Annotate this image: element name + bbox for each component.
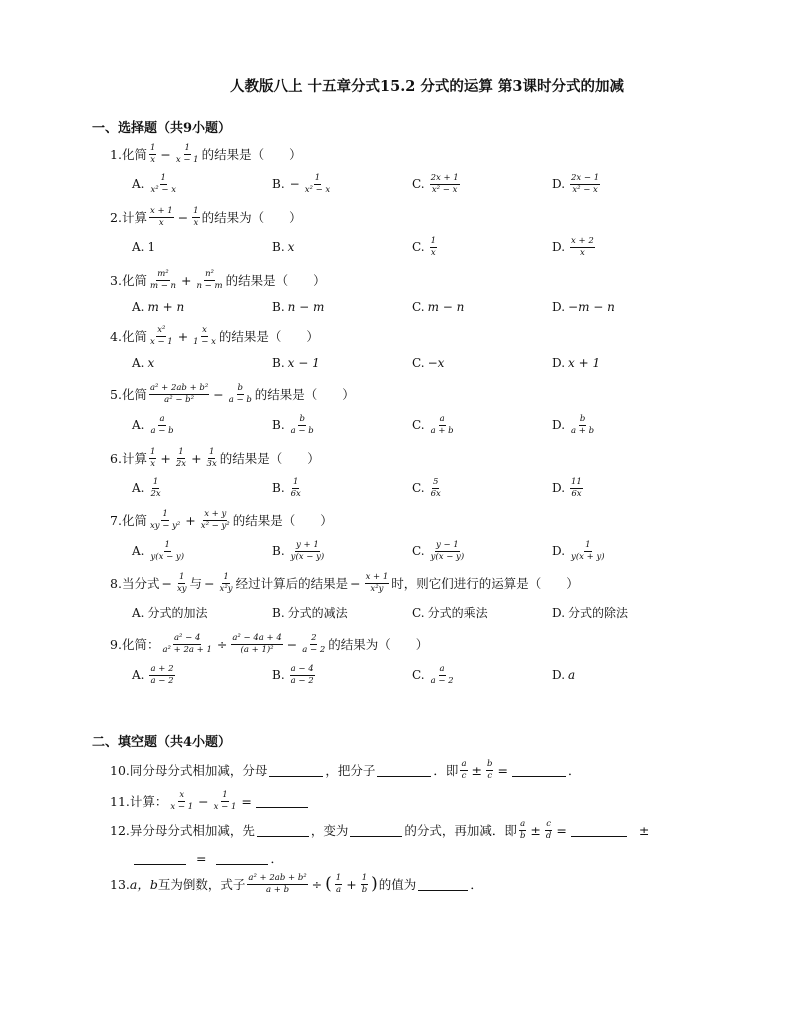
question-12-line-2: = ． bbox=[132, 849, 283, 867]
question-10: 10. 同分母分式相加减，分母 ，把分子 ．即 $\frac{a}{c}$ ± $\frac{b}{c}$ = ． bbox=[110, 759, 581, 781]
q7-options bbox=[132, 541, 692, 562]
q12-blank-2[interactable] bbox=[350, 824, 402, 837]
q5-option-c[interactable]: C. $\frac{a}{a + b}$ bbox=[412, 414, 454, 436]
q4-options bbox=[132, 356, 692, 370]
q2-options bbox=[132, 237, 692, 258]
question-6: 6. 计算 $\frac{1}{x}$ + $\frac{1}{2x}$ + $\frac{1}{3x}$ 的结果是（ ） bbox=[110, 447, 320, 469]
q3-option-a[interactable]: A. m + n bbox=[132, 300, 185, 314]
q8-option-a[interactable]: A. 分式的加法 bbox=[132, 605, 208, 620]
q9-option-d[interactable]: D. a bbox=[552, 668, 576, 683]
q4-option-d[interactable]: D. x + 1 bbox=[552, 356, 601, 370]
q6-option-d[interactable]: D. $\frac{11}{6x}$ bbox=[552, 477, 582, 499]
q8-option-d[interactable]: D. 分式的除法 bbox=[552, 605, 629, 620]
q9-fraction-2: $\frac{\text{a² − 4a + 4}}{\text{(a + 1)²}}$ bbox=[232, 633, 282, 655]
q7-option-c[interactable]: C. $\frac{y - 1}{y(x - y)}$ bbox=[412, 540, 465, 562]
q7-fraction-1: $\frac{1}{\text{xy − y²}}$ bbox=[149, 509, 181, 531]
q5-option-b[interactable]: B. $\frac{b}{a - b}$ bbox=[272, 414, 314, 436]
q2-option-c[interactable]: C. $\frac{1}{x}$ bbox=[412, 236, 436, 258]
q1-option-c[interactable]: C. $\frac{2x + 1}{\text{x² − x}}$ bbox=[412, 173, 459, 195]
q1-option-a[interactable]: A. $\frac{1}{\text{x² − x}}$ bbox=[132, 173, 177, 195]
q7-option-d[interactable]: D. $\frac{1}{y(x + y)}$ bbox=[552, 540, 605, 562]
q13-fraction-3: $\frac{1}{b}$ bbox=[361, 873, 368, 895]
q6-fraction-3: $\frac{1}{3x}$ bbox=[206, 447, 217, 469]
question-13: 13. a，b 互为倒数，式子 $\frac{\text{a² + 2ab + b²}}{a + b}$ ÷ ( $\frac{1}{a}$ + $\frac{1}{b}$ ) 的值为 ． bbox=[110, 873, 483, 895]
q1-fraction-1: $\frac{1}{x}$ bbox=[149, 143, 156, 165]
q5-option-a[interactable]: A. $\frac{a}{a - b}$ bbox=[132, 414, 174, 436]
question-1: 1. 化简 $\frac{1}{x}$ − $\frac{1}{x - 1}$ 的结果是（ ） bbox=[110, 143, 302, 165]
q1-suffix: 的结果是（ ） bbox=[201, 147, 302, 163]
q9-fraction-3: $\frac{2}{a - 2}$ bbox=[302, 633, 326, 655]
question-5: 5. 化简 $\frac{\text{a² + 2ab + b²}}{\text{a² − b²}}$ − $\frac{b}{a - b}$ 的结果是（ ） bbox=[110, 383, 355, 405]
q4-fraction-2: $\frac{x}{1 - x}$ bbox=[193, 325, 216, 347]
q6-options bbox=[132, 478, 692, 499]
q3-option-c[interactable]: C. m − n bbox=[412, 300, 465, 314]
q9-options bbox=[132, 665, 692, 686]
q12-blank-4[interactable] bbox=[134, 852, 186, 865]
question-11: 11. 计算： $\frac{x}{x - 1}$ − $\frac{1}{x - 1}$ = bbox=[110, 791, 310, 812]
q5-fraction-1: $\frac{\text{a² + 2ab + b²}}{\text{a² − b²}}$ bbox=[149, 383, 209, 405]
q4-option-c[interactable]: C. −x bbox=[412, 356, 445, 370]
q2-option-b[interactable]: B. x bbox=[272, 240, 295, 255]
q5-option-d[interactable]: D. $\frac{b}{a + b}$ bbox=[552, 414, 595, 436]
q1-option-d[interactable]: D. $\frac{2x - 1}{\text{x² − x}}$ bbox=[552, 173, 600, 195]
q12-blank-3[interactable] bbox=[571, 824, 627, 837]
q1-options bbox=[132, 174, 692, 195]
question-9: 9. 化简： $\frac{\text{a² − 4}}{\text{a² + 2a + 1}}$ ÷ $\frac{\text{a² − 4a + 4}}{\text{(a + 1)²}}$ − $\frac{2}{a - 2}$ 的结果为（ ） bbox=[110, 633, 429, 655]
q1-number: 1. bbox=[110, 146, 122, 162]
q8-option-c[interactable]: C. 分式的乘法 bbox=[412, 605, 488, 620]
q6-option-c[interactable]: C. $\frac{5}{6x}$ bbox=[412, 477, 441, 499]
q5-options bbox=[132, 415, 692, 436]
q6-option-a[interactable]: A. $\frac{1}{2x}$ bbox=[132, 477, 161, 499]
q13-fraction-2: $\frac{1}{a}$ bbox=[335, 873, 342, 895]
q3-options bbox=[132, 300, 692, 314]
q1-option-b[interactable]: B. − $\frac{1}{\text{x² − x}}$ bbox=[272, 173, 331, 195]
q8-fraction-2: $\frac{1}{\text{x²y}}$ bbox=[219, 572, 233, 594]
q2-option-d[interactable]: D. $\frac{x + 2}{x}$ bbox=[552, 236, 594, 258]
q11-fraction-2: $\frac{1}{x - 1}$ bbox=[213, 790, 237, 812]
q6-fraction-2: $\frac{1}{2x}$ bbox=[175, 447, 187, 469]
question-3: 3. 化简 $\frac{\text{m²}}{m - n}$ + $\frac{\text{n²}}{n - m}$ 的结果是（ ） bbox=[110, 269, 326, 291]
q11-blank[interactable] bbox=[256, 795, 308, 808]
q7-option-b[interactable]: B. $\frac{y + 1}{y(x - y)}$ bbox=[272, 540, 325, 562]
q1-prefix: 化简 bbox=[121, 147, 147, 163]
section-fill-heading: 二、填空题（共4小题） bbox=[92, 735, 232, 750]
q2-fraction-2: $\frac{1}{x}$ bbox=[193, 206, 199, 228]
q9-fraction-1: $\frac{\text{a² − 4}}{\text{a² + 2a + 1}}$ bbox=[162, 633, 212, 655]
q10-blank-2[interactable] bbox=[377, 764, 431, 777]
q13-blank[interactable] bbox=[418, 878, 468, 891]
q3-option-d[interactable]: D. −m − n bbox=[552, 300, 615, 314]
question-7: 7. 化简 $\frac{1}{\text{xy − y²}}$ + $\frac{x + y}{\text{x² − y²}}$ 的结果是（ ） bbox=[110, 509, 333, 531]
q1-fraction-2: $\frac{1}{x - 1}$ bbox=[175, 143, 199, 165]
q4-option-a[interactable]: A. x bbox=[132, 356, 155, 370]
q9-option-b[interactable]: B. $\frac{a - 4}{a - 2}$ bbox=[272, 664, 314, 686]
q2-option-a[interactable]: A. 1 bbox=[132, 240, 156, 255]
q10-blank-3[interactable] bbox=[512, 764, 566, 777]
q8-options bbox=[132, 604, 692, 621]
question-8: 8. 当分式 − $\frac{1}{xy}$ 与 − $\frac{1}{\text{x²y}}$ 经过计算后的结果是 − $\frac{x + 1}{\text{x²y}}$ 时，则它们进行的运算是（ ） bbox=[110, 572, 579, 594]
page-title: 人教版八上 十五章分式15.2 分式的运算 第3课时分式的加减 bbox=[229, 78, 625, 95]
q8-fraction-1: $\frac{1}{xy}$ bbox=[176, 572, 187, 594]
question-4: 4. 化简 $\frac{\text{x²}}{x - 1}$ + $\frac{x}{1 - x}$ 的结果是（ ） bbox=[110, 325, 319, 347]
question-12: 12. 异分母分式相加减，先 ，变为 的分式，再加减．即 $\frac{a}{b}$ ± $\frac{c}{d}$ = ± bbox=[110, 819, 650, 841]
q7-option-a[interactable]: A. $\frac{1}{y(x - y)}$ bbox=[132, 540, 185, 562]
section-choice-heading: 一、选择题（共9小题） bbox=[92, 121, 232, 136]
q3-fraction-1: $\frac{\text{m²}}{m - n}$ bbox=[149, 269, 177, 291]
q9-option-a[interactable]: A. $\frac{a + 2}{a - 2}$ bbox=[132, 664, 174, 686]
q5-fraction-2: $\frac{b}{a - b}$ bbox=[228, 383, 252, 405]
q13-fraction-1: $\frac{\text{a² + 2ab + b²}}{a + b}$ bbox=[248, 873, 307, 895]
q6-fraction-1: $\frac{1}{x}$ bbox=[149, 447, 156, 469]
q3-fraction-2: $\frac{\text{n²}}{n - m}$ bbox=[196, 269, 223, 291]
q10-blank-1[interactable] bbox=[269, 764, 323, 777]
q8-fraction-3: $\frac{x + 1}{\text{x²y}}$ bbox=[365, 572, 389, 594]
q9-option-c[interactable]: C. $\frac{a}{a - 2}$ bbox=[412, 664, 454, 686]
q2-fraction-1: $\frac{x + 1}{x}$ bbox=[149, 206, 173, 228]
q6-option-b[interactable]: B. $\frac{1}{6x}$ bbox=[272, 477, 301, 499]
q12-blank-5[interactable] bbox=[216, 852, 268, 865]
q12-blank-1[interactable] bbox=[257, 824, 309, 837]
q4-fraction-1: $\frac{\text{x²}}{x - 1}$ bbox=[149, 325, 173, 347]
q7-fraction-2: $\frac{x + y}{\text{x² − y²}}$ bbox=[200, 509, 230, 531]
q11-fraction-1: $\frac{x}{x - 1}$ bbox=[170, 790, 194, 812]
q4-option-b[interactable]: B. x − 1 bbox=[272, 356, 320, 370]
question-2: 2. 计算 $\frac{x + 1}{x}$ − $\frac{1}{x}$ 的结果为（ ） bbox=[110, 206, 302, 228]
q8-option-b[interactable]: B. 分式的减法 bbox=[272, 605, 348, 620]
q3-option-b[interactable]: B. n − m bbox=[272, 300, 325, 314]
